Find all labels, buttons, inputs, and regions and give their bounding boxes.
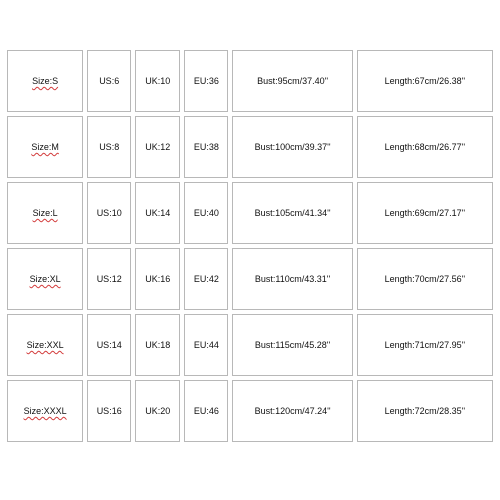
eu-size-cell: EU:38 <box>184 116 228 178</box>
eu-size-cell: EU:40 <box>184 182 228 244</box>
eu-size-cell: EU:42 <box>184 248 228 310</box>
uk-size-cell: UK:14 <box>135 182 180 244</box>
size-row <box>7 182 493 244</box>
size-cell: Size:XXXL <box>7 380 83 442</box>
size-cell: Size:L <box>7 182 83 244</box>
bust-cell: Bust:115cm/45.28'' <box>232 314 352 376</box>
size-row <box>7 314 493 376</box>
length-cell: Length:71cm/27.95'' <box>357 314 493 376</box>
size-row <box>7 248 493 310</box>
eu-size-cell: EU:44 <box>184 314 228 376</box>
bust-cell: Bust:95cm/37.40'' <box>232 50 352 112</box>
size-chart-table <box>3 46 497 446</box>
us-size-cell: US:6 <box>87 50 131 112</box>
us-size-cell: US:12 <box>87 248 131 310</box>
uk-size-cell: UK:12 <box>135 116 180 178</box>
size-cell: Size:XXL <box>7 314 83 376</box>
length-cell: Length:68cm/26.77'' <box>357 116 493 178</box>
uk-size-cell: UK:20 <box>135 380 180 442</box>
length-cell: Length:67cm/26.38'' <box>357 50 493 112</box>
eu-size-cell: EU:36 <box>184 50 228 112</box>
bust-cell: Bust:105cm/41.34'' <box>232 182 352 244</box>
us-size-cell: US:8 <box>87 116 131 178</box>
size-cell: Size:XL <box>7 248 83 310</box>
bust-cell: Bust:120cm/47.24'' <box>232 380 352 442</box>
eu-size-cell: EU:46 <box>184 380 228 442</box>
size-row <box>7 50 493 112</box>
bust-cell: Bust:100cm/39.37'' <box>232 116 352 178</box>
uk-size-cell: UK:16 <box>135 248 180 310</box>
length-cell: Length:72cm/28.35'' <box>357 380 493 442</box>
size-row <box>7 116 493 178</box>
length-cell: Length:69cm/27.17'' <box>357 182 493 244</box>
us-size-cell: US:14 <box>87 314 131 376</box>
size-cell: Size:M <box>7 116 83 178</box>
bust-cell: Bust:110cm/43.31'' <box>232 248 352 310</box>
us-size-cell: US:16 <box>87 380 131 442</box>
size-row <box>7 380 493 442</box>
uk-size-cell: UK:10 <box>135 50 180 112</box>
length-cell: Length:70cm/27.56'' <box>357 248 493 310</box>
size-cell: Size:S <box>7 50 83 112</box>
us-size-cell: US:10 <box>87 182 131 244</box>
uk-size-cell: UK:18 <box>135 314 180 376</box>
